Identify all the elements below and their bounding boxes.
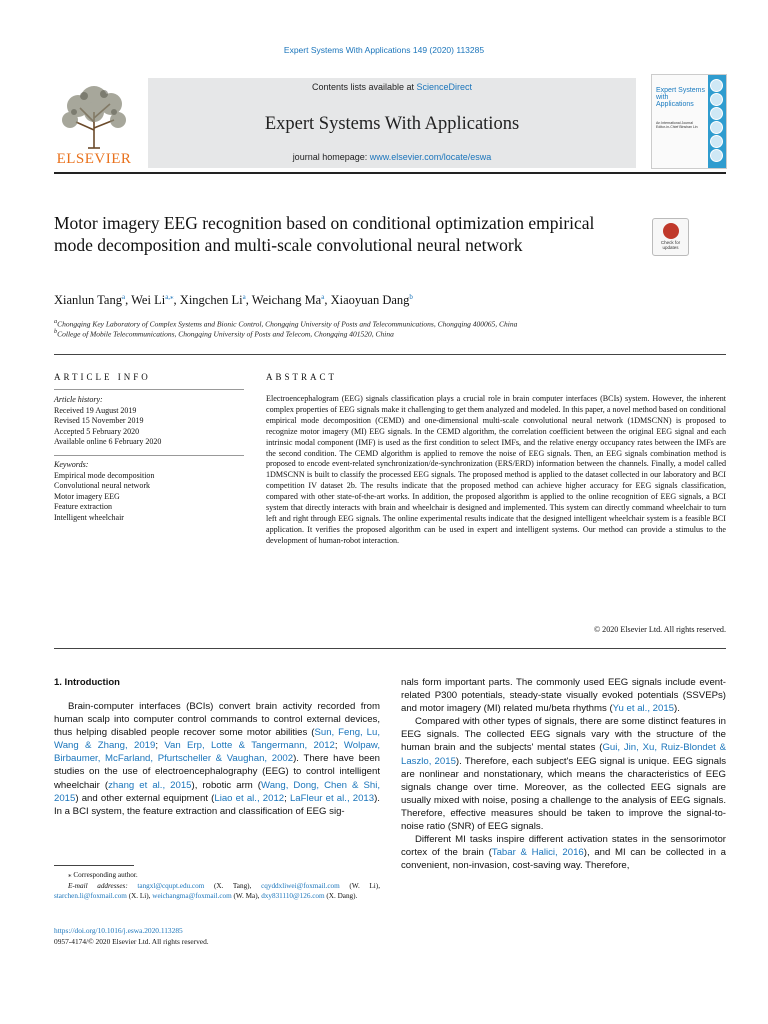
citation-link[interactable]: Gui, Jin, Xu, Ruiz-Blondet & Laszlo, 2015 xyxy=(401,742,727,767)
journal-homepage-link[interactable]: www.elsevier.com/locate/eswa xyxy=(369,152,492,162)
citation-link[interactable]: Wolpaw, Birbaumer, McFarland, Pfurtscheller & Vaughan, 2002 xyxy=(54,740,380,765)
text-run: ). Therefore, each subject's EEG signal is unique. EEG signals are nonlinear and nonstationary, which means the characteristics of EEG signals change over time. Moreover, as the collected EEG signals are usually mixed with noise, posing a challenge to the analysis of EEG signals. Therefore, effective measures should be taken to improve the signal-to-noise ratio (SNR) of EEG signals. xyxy=(401,755,726,833)
paragraph xyxy=(54,700,380,818)
keyword: Feature extraction xyxy=(54,502,112,512)
corresponding-author-note: ⁎ Corresponding author. xyxy=(68,871,138,879)
section-rule xyxy=(54,648,726,649)
author[interactable]: Xianlun Tang xyxy=(54,293,122,308)
citation-link[interactable]: Yu et al., 2015 xyxy=(612,703,675,715)
text-run: ). There have been studies on the use of electroencephalography (EEG) to control intelligent wheelchair ( xyxy=(54,753,380,791)
text-run: (W. Li), xyxy=(339,881,380,890)
affiliation-a: $^a$Chongqing Key Laboratory of Complex Systems and Bionic Control, Chongqing University of Posts and Telecommunications, Chongqing 400065, China xyxy=(54,318,518,329)
contents-line: Contents lists available at ScienceDirect xyxy=(311,82,473,92)
info-rule xyxy=(54,455,244,456)
citation-link[interactable]: Liao et al., 2012 xyxy=(214,792,285,804)
citation-link[interactable]: Sun, Feng, Lu, Wang & Zhang, 2019 xyxy=(54,727,381,752)
history-revised: Revised 15 November 2019 xyxy=(54,416,144,426)
text-run: (X. Li), xyxy=(126,892,153,901)
footnote-rule xyxy=(54,865,134,866)
issn-line: 0957-4174/© 2020 Elsevier Ltd. All rights reserved. xyxy=(54,936,209,946)
text-run: Compared with other types of signals, there are some distinct features in EEG signals. The collected EEG signals vary with the structure of the human brain and the subjects' mental states ( xyxy=(401,716,726,754)
keyword: Intelligent wheelchair xyxy=(54,512,124,522)
history-online: Available online 6 February 2020 xyxy=(54,437,162,447)
text-run: (W. Ma), xyxy=(231,892,262,901)
crossmark-icon xyxy=(663,223,679,239)
history-accepted: Accepted 5 February 2020 xyxy=(54,426,140,436)
article-info-heading: ARTICLE INFO xyxy=(54,372,151,382)
homepage-line: journal homepage: www.elsevier.com/locate/eswa xyxy=(292,152,492,162)
keyword: Convolutional neural network xyxy=(54,481,150,491)
history-received: Received 19 August 2019 xyxy=(54,405,137,415)
abstract-heading: ABSTRACT xyxy=(266,372,338,382)
text-run: ) and other external equipment ( xyxy=(75,792,215,804)
text-run: ), robotic arm ( xyxy=(191,779,262,791)
header-rule xyxy=(54,172,726,174)
journal-citation-header[interactable]: Expert Systems With Applications 149 (2020) 113285 xyxy=(283,45,485,55)
citation-link[interactable]: Wang, Dong, Chen & Shi, 2015 xyxy=(54,779,381,804)
text-run: ; xyxy=(334,740,344,752)
author[interactable]: Weichang Ma xyxy=(251,293,322,308)
paragraph xyxy=(401,676,726,715)
text-run: ; xyxy=(155,740,165,752)
cover-subtitle: An International Journal Editor-in-Chief Binshan Lin xyxy=(656,121,698,129)
citation-link[interactable]: starchen.li@foxmail.com xyxy=(54,892,127,901)
sciencedirect-link[interactable]: ScienceDirect xyxy=(416,82,473,92)
journal-masthead xyxy=(148,78,636,168)
elsevier-logo xyxy=(54,82,134,168)
journal-title: Expert Systems With Applications xyxy=(264,114,520,134)
elsevier-wordmark: ELSEVIER xyxy=(56,151,132,167)
paragraph xyxy=(401,715,726,833)
keywords: Keywords: Empirical mode decomposition Convolutional neural network Motor imagery EEG Feature extraction Intelligent wheelchair xyxy=(54,460,244,524)
elsevier-tree-icon xyxy=(54,82,134,150)
citation-link[interactable]: weichangma@foxmail.com xyxy=(152,892,232,901)
section-rule xyxy=(54,354,726,355)
citation-link[interactable]: tangxl@cqupt.edu.com xyxy=(137,881,205,890)
journal-cover-thumbnail[interactable] xyxy=(651,74,727,169)
text-run: (X. Dang). xyxy=(324,892,358,901)
text-run: Brain-computer interfaces (BCIs) convert brain activity recorded from human scalp into computer control commands to control external devices, thus helping disabled people recover some motor abilities ( xyxy=(54,701,380,739)
footnotes xyxy=(54,870,380,902)
text-run: ), and MI can be collected in a convenient, non-invasion, cost-saving way. Therefore, xyxy=(401,847,726,872)
text-run: (X. Tang), xyxy=(204,881,262,890)
cover-side-strip xyxy=(708,75,726,168)
doi-link[interactable]: https://doi.org/10.1016/j.eswa.2020.113285 xyxy=(54,926,183,935)
citation-link[interactable]: zhang et al., 2015 xyxy=(108,779,192,791)
section-heading-introduction: 1. Introduction xyxy=(54,677,120,688)
keyword: Empirical mode decomposition xyxy=(54,470,155,480)
doi-block xyxy=(54,926,209,947)
info-rule xyxy=(54,389,244,390)
abstract-copyright: © 2020 Elsevier Ltd. All rights reserved. xyxy=(593,625,726,634)
email-addresses: E-mail addresses: tangxl@cqupt.edu.com (X. Tang), cqyddxliwei@foxmail.com (W. Li), starchen.li@foxmail.com (X. Li), weichangma@foxmail.com (W. Ma), dxy831110@126.com (X. Dang). xyxy=(54,881,380,901)
citation-link[interactable]: dxy831110@126.com xyxy=(261,892,325,901)
article-history: Article history: Received 19 August 2019 Revised 15 November 2019 Accepted 5 February 2020 Available online 6 February 2020 xyxy=(54,395,244,448)
author[interactable]: Xingchen Li xyxy=(179,293,243,308)
text-run: nals form important parts. The commonly used EEG signals include event-related P300 potentials, steady-state visually evoked potentials (SSVEPs) and motor imagery (MI) related mu/beta rhythms ( xyxy=(401,677,726,715)
text-run: ). In a BCI system, the feature extraction and classification of EEG sig- xyxy=(54,792,380,817)
keyword: Motor imagery EEG xyxy=(54,491,120,501)
text-run: Different MI tasks inspire different activation states in the sensorimotor cortex of the brain ( xyxy=(401,834,726,859)
author-list: Xianlun Tang$^a$, Wei $Li^{a,⁎}$, Xingchen Li$^a$, Weichang Ma$^a$, Xiaoyuan Dang$^b$ xyxy=(54,293,413,308)
text-run: ; xyxy=(284,792,290,804)
citation-link[interactable]: Van Erp, Lotte & Tangermann, 2012 xyxy=(164,740,335,752)
text-run: ). xyxy=(674,703,680,715)
affiliation-b: $^b$College of Mobile Telecommunications, Chongqing University of Posts and Telecom, Chongqing 401520, China xyxy=(54,328,394,339)
author[interactable]: Xiaoyuan Dang xyxy=(330,293,410,308)
body-column-left xyxy=(54,700,380,818)
citation-link[interactable]: LaFleur et al., 2013 xyxy=(289,792,375,804)
abstract-text: Electroencephalogram (EEG) signals classification plays a crucial role in brain computer interfaces (BCIs) system. However, the inherent complex properties of EEG signals make it challenging to get them analyzed and modeled. In this paper, a novel method based on conditional empirical mode decomposition (CEMD) and one-dimensional multi-scale convolutional neural network (1DMSCNN) is proposed to recognize motor imagery (MI) EEG signals. In the CEMD algorithm, the correlation coefficient between the original EEG signal and each intrinsic modal component (IMF) is used as the first condition to select IMFs, and the relative energy occupancy rates between the IMFs are the second condition. The CEMD algorithm is applied to remove the noise of EEG signals. Then, an EEG signals combination method is proposed to encode event-related synchronization/de-synchronization (ERS/ERD) information between the channels. Finally, a model called 1DMSCNN is built to classify the processed EEG signals. The proposed method is applied to the dataset collected in our laboratory and BCI competition IV dataset 2b. The results indicate that the proposed method can achieve higher accuracy for EEG signals classification, compared with other state-of-the-art works. In addition, the proposed algorithm is applied to the online recognition of EEG signals, a BCI system that directly interacts with brain and wheelchair is designed and implemented. This system can directly command wheelchair to turn left and right through EEG signals. The online experimental results indicate that the designed intelligent wheelchair system is a feasible BCI application. It verifies the proposed algorithm can be used in expert and intelligent systems. Our method can provide a stimulus to the development of human-robot interaction. xyxy=(266,394,726,545)
author[interactable]: Wei Li xyxy=(131,293,166,308)
check-for-updates-badge[interactable]: Check for updates xyxy=(652,218,689,256)
body-column-right xyxy=(401,676,726,872)
paragraph xyxy=(401,833,726,872)
article-title: Motor imagery EEG recognition based on conditional optimization empirical mode decomposition and multi-scale convolutional neural network xyxy=(54,213,595,255)
citation-link[interactable]: Tabar & Halici, 2016 xyxy=(491,847,584,859)
cover-title: Expert Systems with Applications xyxy=(656,87,706,108)
citation-link[interactable]: cqyddxliwei@foxmail.com xyxy=(261,881,340,890)
